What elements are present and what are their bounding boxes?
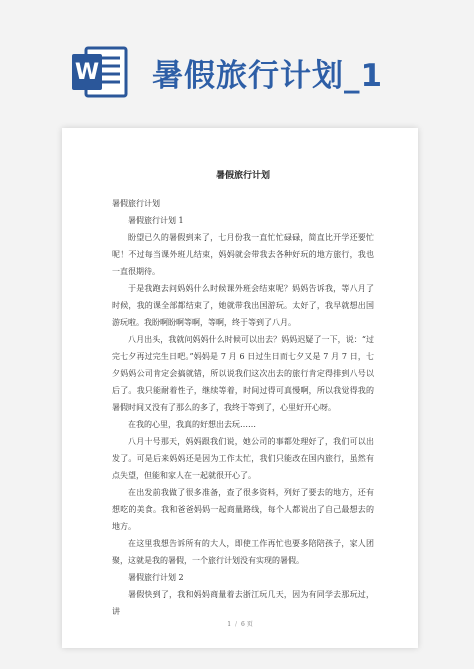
paragraph: 在我的心里，我真的好想出去玩…… <box>128 420 256 429</box>
paragraph: 在出发前我做了很多准备，查了很多资料，列好了要去的地方，还有想吃的美食。我和爸爸妈妈一起商量路线，每个人都说出了自己最想去的地方。 <box>112 488 374 531</box>
page-content <box>112 168 374 620</box>
page-heading: 暑假旅行计划 <box>215 171 270 181</box>
word-icon <box>68 40 130 102</box>
document-page <box>62 128 418 648</box>
paragraph-list <box>112 195 374 620</box>
header-banner <box>0 0 474 120</box>
paragraph: 暑假旅行计划 2 <box>128 573 184 582</box>
word-icon-letter: W <box>74 60 100 85</box>
page-total: 6 <box>240 621 245 628</box>
page-suffix: 页 <box>246 621 253 628</box>
paragraph: 暑假快到了，我和妈妈商量着去浙江玩几天，因为有同学去那玩过，讲 <box>112 590 374 616</box>
paragraph: 暑假旅行计划 1 <box>128 216 184 225</box>
paragraph: 在这里我想告诉所有的大人，即使工作再忙也要多陪陪孩子，家人团聚，这就是我的暑假，一个旅行计划没有实现的暑假。 <box>112 539 374 565</box>
page-current: 1 <box>227 621 232 628</box>
paragraph: 八月出头，我就问妈妈什么时候可以出去？妈妈迟疑了一下，说：“过完七夕再过完生日吧。”妈妈是 7 月 6 日过生日而七夕又是 7 月 7 日，七夕妈妈公司肯定会搞就错，所以说我们这次出去的旅行肯定得排到八号以后了。我只能耐着性子，继续等着，时间过得可真慢啊，所以我觉得我的暑假时间又没有了那么的多了，我终于等到了，心里好开心呀。 <box>112 335 374 412</box>
paragraph: 于是我跑去问妈妈什么时候课外班会结束呢？妈妈告诉我，等八月了时候，我的课全部都结束了，她就带我出国游玩。太好了，我早就想出国游玩啦。我盼啊盼啊等啊，等啊，终于等到了八月。 <box>112 284 374 327</box>
paragraph: 暑假旅行计划 <box>112 199 160 208</box>
paragraph: 盼望已久的暑假到来了，七月份我一直忙忙碌碌，简直比开学还要忙呢！不过每当课外班儿结束，妈妈就会带我去各种好玩的地方旅行，我也一直很期待。 <box>112 233 374 276</box>
paragraph: 八月十号那天，妈妈跟我们说，她公司的事都处理好了，我们可以出发了。可是后来妈妈还是因为工作太忙，我们只能改在国内旅行，虽然有点失望，但能和家人在一起就很开心了。 <box>112 437 374 480</box>
document-title: 暑假旅行计划_1 <box>152 58 384 94</box>
page-separator: / <box>235 621 238 628</box>
page-footer <box>62 619 418 628</box>
